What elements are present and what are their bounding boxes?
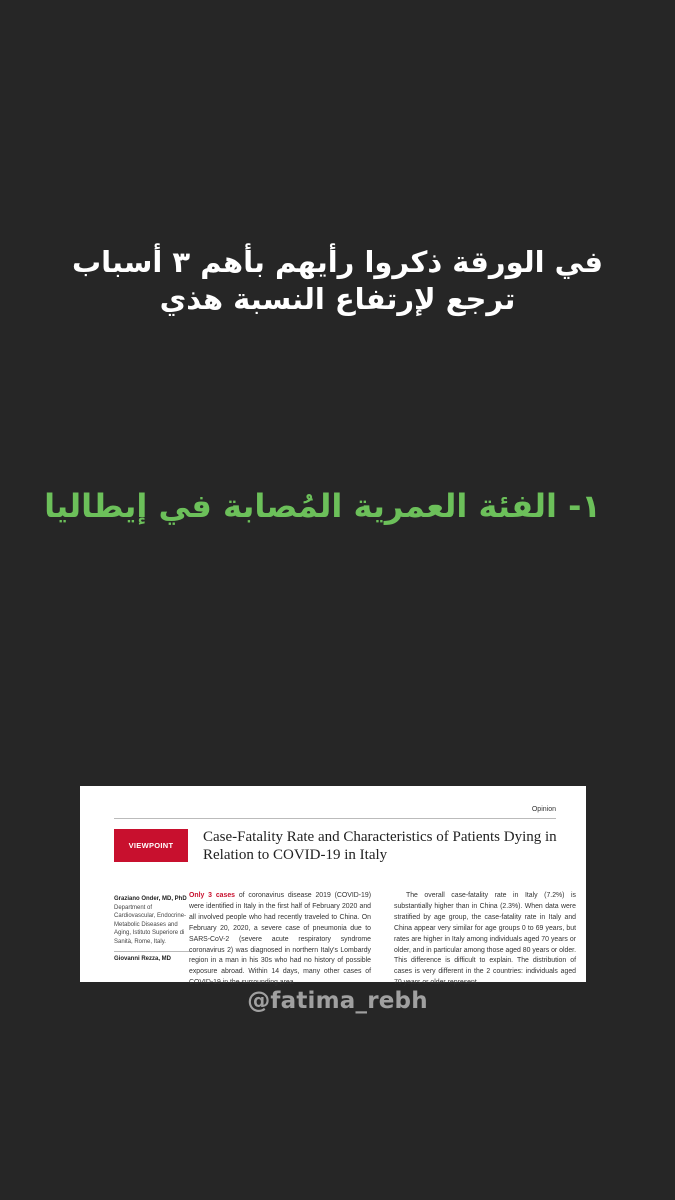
highlight-text: Only 3 cases	[189, 892, 235, 899]
paper-title: Case-Fatality Rate and Characteristics of Patients Dying in Relation to COVID-19 in Italy	[203, 829, 557, 863]
paper-screenshot	[80, 786, 586, 987]
author-2-name: Giovanni Rezza, MD	[114, 956, 172, 962]
viewpoint-badge: VIEWPOINT	[114, 829, 188, 862]
headline-line-2: ترجع لإرتفاع النسبة هذي	[159, 282, 516, 316]
section-label: Opinion	[531, 806, 556, 813]
body-column-2: The overall case-fatality rate in Italy (7.2%) is substantially higher than in China (2.3%). When data were stratified by age group, the case-fatality rate in Italy and China appear very similar for age groups 0 to 69 years, but rates are higher in Italy among individuals aged 70 years or older, and in particular among those aged 80 years or older. This difference is difficult to explain. The distribution of cases is very different in the 2 countries: individuals aged 70 years or older represent	[394, 892, 576, 987]
author-1-name: Graziano Onder, MD, PhD	[114, 896, 187, 902]
author-1-affiliation: Department of Cardiovascular, Endocrine-Metabolic Diseases and Aging, Istituto Superiore di Sanità, Rome, Italy.	[114, 904, 187, 945]
column-1-text: of coronavirus disease 2019 (COVID-19) were identified in Italy in the first half of February 2020 and all involved people who had recently traveled to China. On February 20, 2020, a severe case of pneumonia due to SARS-CoV-2 (severe acute respiratory syndrome coronavirus 2) was diagnosed in northern Italy's Lombardy region in a man in his 30s who had no history of possible exposure abroad. Within 14 days, many other cases of COVID-19 in the surrounding area	[189, 892, 372, 987]
author-sidebar	[114, 895, 192, 964]
author-divider	[114, 951, 192, 952]
body-column-1	[189, 891, 371, 989]
reason-one-text: ١- الفئة العمرية المُصابة في إيطاليا	[44, 487, 601, 525]
story-headline	[40, 244, 635, 318]
watermark-handle: @fatima_rebh	[247, 988, 428, 1014]
header-divider	[114, 818, 556, 819]
headline-line-1: في الورقة ذكروا رأيهم بأهم ٣ أسباب	[71, 245, 604, 279]
